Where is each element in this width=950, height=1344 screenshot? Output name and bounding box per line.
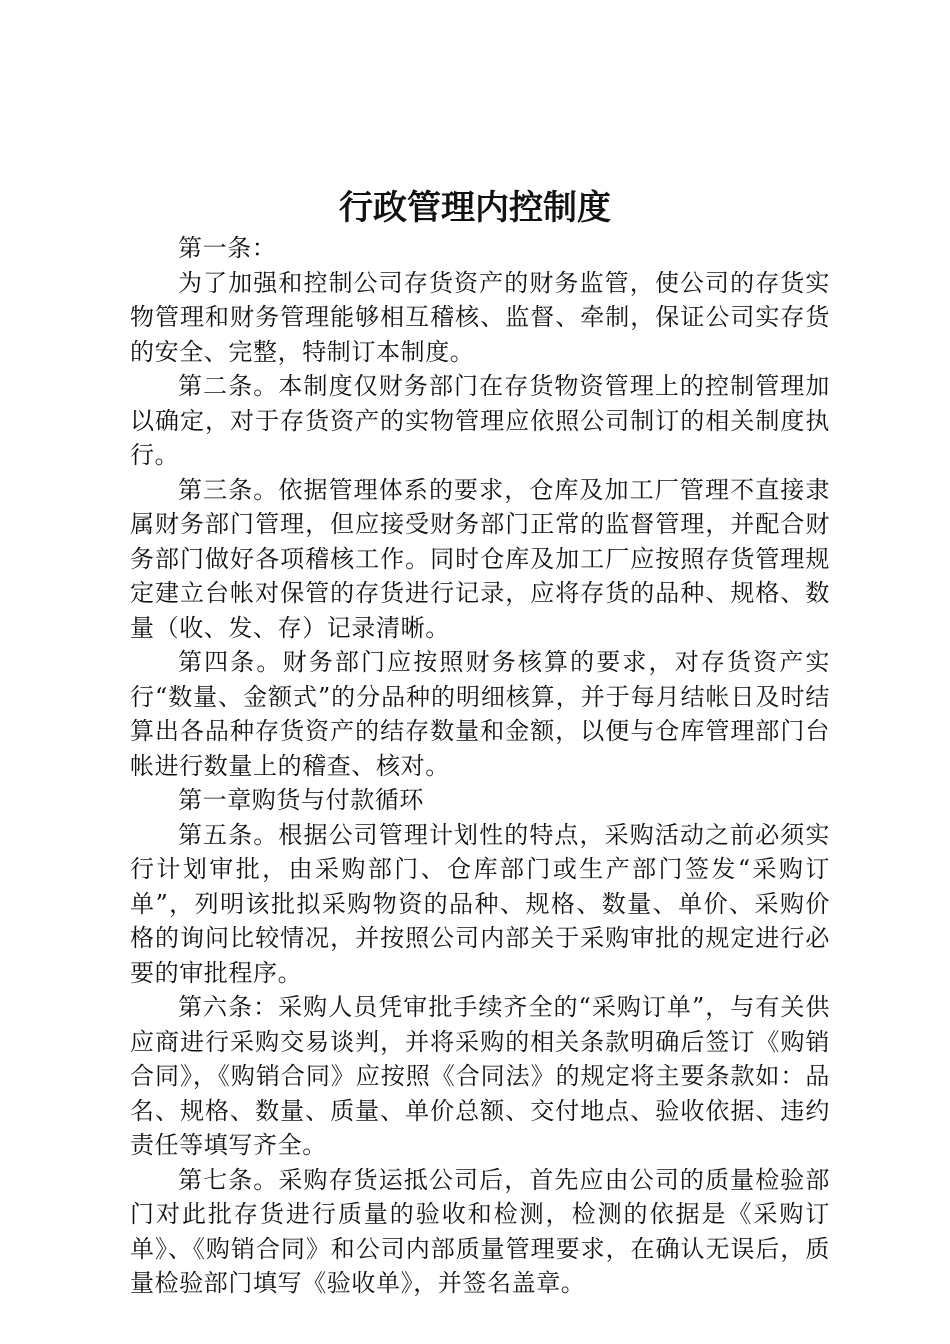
paragraph-article-4: 第四条。财务部门应按照财务核算的要求，对存货资产实行“数量、金额式”的分品种的明细核算，并于每月结帐日及时结算出各品种存货资产的结存数量和金额，以便与仓库管理部门台帐进行数量上的稽查、核对。 (130, 648, 830, 780)
paragraph-article-5: 第五条。根据公司管理计划性的特点，采购活动之前必须实行计划审批，由采购部门、仓库部门或生产部门签发“采购订单”，列明该批拟采购物资的品种、规格、数量、单价、采购价格的询问比较情况，并按照公司内部关于采购审批的规定进行必要的审批程序。 (130, 820, 830, 987)
paragraph-article-2: 第二条。本制度仅财务部门在存货物资管理上的控制管理加以确定，对于存货资产的实物管理应依照公司制订的相关制度执行。 (130, 372, 830, 469)
paragraph-article-3: 第三条。依据管理体系的要求，仓库及加工厂管理不直接隶属财务部门管理，但应接受财务部门正常的监督管理，并配合财务部门做好各项稽核工作。同时仓库及加工厂应按照存货管理规定建立台帐对保管的存货进行记录，应将存货的品种、规格、数量（收、发、存）记录清晰。 (130, 475, 830, 642)
document-body (130, 231, 830, 1301)
paragraph-article-6: 第六条：采购人员凭审批手续齐全的“采购订单”，与有关供应商进行采购交易谈判，并将采购的相关条款明确后签订《购销合同》，《购销合同》应按照《合同法》的规定将主要条款如：品名、规格、数量、质量、单价总额、交付地点、验收依据、违约责任等填写齐全。 (130, 993, 830, 1159)
paragraph-article-7: 第七条。采购存货运抵公司后，首先应由公司的质量检验部门对此批存货进行质量的验收和检测，检测的依据是《采购订单》、《购销合同》和公司内部质量管理要求，在确认无误后，质量检验部门填写《验收单》，并签名盖章。 (130, 1165, 830, 1297)
chapter-heading-1: 第一章购货与付款循环 (178, 786, 424, 814)
paragraph-article-1-heading: 第一条： (178, 234, 277, 262)
document-title: 行政管理内控制度 (339, 188, 611, 228)
paragraph-article-1-body: 为了加强和控制公司存货资产的财务监管，使公司的存货实物管理和财务管理能够相互稽核、监督、牵制，保证公司实存货的安全、完整，特制订本制度。 (130, 268, 830, 366)
